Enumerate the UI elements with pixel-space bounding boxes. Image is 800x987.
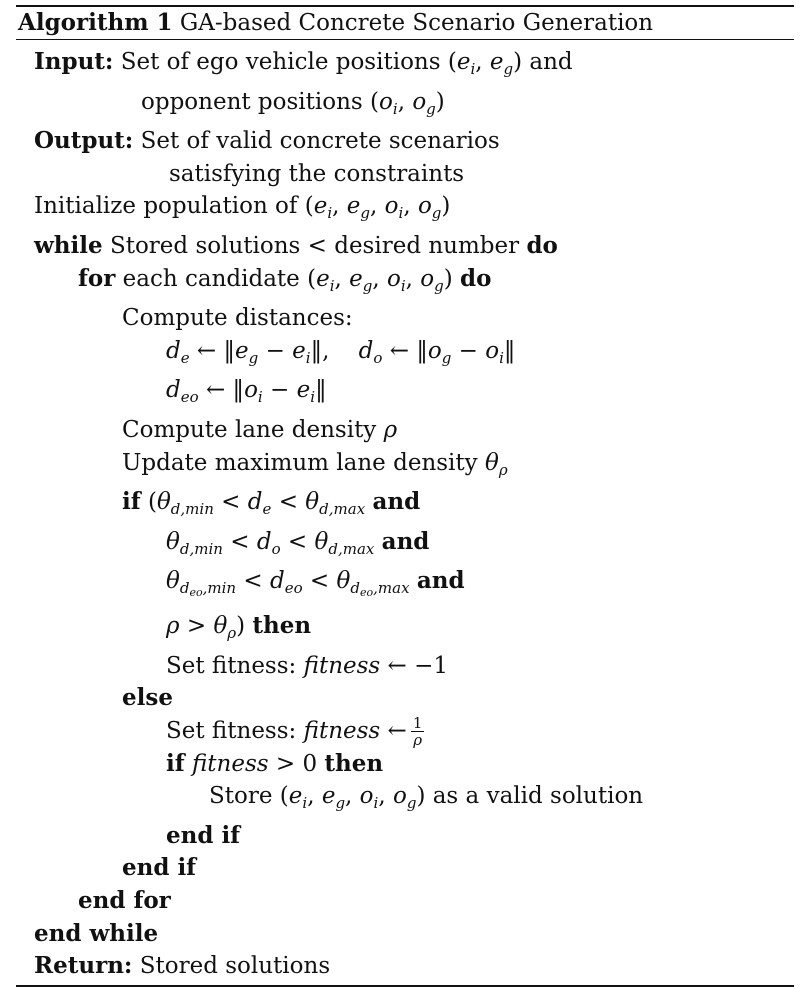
algorithm-line [16, 230, 794, 263]
algorithm-line [16, 918, 794, 951]
line-keyword: end if [122, 854, 197, 882]
line-text: Compute distances: [122, 305, 353, 332]
line-text: Compute lane density ρ [122, 416, 398, 443]
algorithm-line [16, 748, 794, 781]
fraction: $\frac{1}{\rho}$ [412, 713, 423, 749]
line-text: Stored solutions < desired number [109, 232, 520, 259]
algorithm-line [16, 780, 794, 820]
algorithm-line [16, 852, 794, 885]
algorithm-block [16, 0, 794, 987]
algorithm-line [16, 682, 794, 715]
line-text: $\theta_{d_{eo},min} < d_{eo} < \theta_{d_{eo},max}$ [166, 568, 410, 600]
line-keyword-end: then [252, 611, 312, 639]
line-keyword: Output: [34, 127, 134, 155]
algorithm-line [16, 715, 794, 748]
line-keyword: if [166, 749, 185, 777]
algorithm-line [16, 820, 794, 853]
algorithm-caption [16, 7, 794, 39]
line-text: $d_e$ ← $‖e_g$ − $e_i‖$, $d_o$ ← $‖o_g$ − $o_i‖$ [166, 337, 516, 367]
line-text: $\rho > \theta_\rho$) [166, 612, 246, 642]
algorithm-line [16, 610, 794, 650]
algorithm-line [16, 46, 794, 86]
line-text: Initialize population of ($e_i$, $e_g$, $o_i$, $o_g$) [34, 193, 451, 223]
line-keyword: end for [78, 887, 171, 915]
line-text: ($\theta_{d,min} < d_e < \theta_{d,max}$ [147, 489, 366, 519]
line-text: each candidate ($e_i$, $e_g$, $o_i$, $o_g$) [122, 265, 453, 295]
algorithm-line [16, 125, 794, 158]
algorithm-line [16, 263, 794, 303]
line-keyword: end while [34, 919, 159, 947]
algorithm-line [16, 950, 794, 983]
algorithm-line [16, 158, 794, 191]
algorithm-line [16, 335, 794, 375]
line-keyword-end: do [526, 231, 558, 259]
line-keyword-end: and [381, 527, 430, 555]
line-text: $\theta_{d,min} < d_o < \theta_{d,max}$ [166, 528, 375, 558]
algorithm-line [16, 374, 794, 414]
line-text: Stored solutions [139, 953, 331, 980]
line-text: Set fitness: fitness ← $\frac{1}{\rho}$ [166, 713, 423, 749]
line-keyword-end: then [324, 749, 384, 777]
line-keyword-end: do [460, 264, 492, 292]
algorithm-line [16, 565, 794, 610]
algorithm-line [16, 86, 794, 126]
line-keyword: for [78, 264, 116, 292]
line-text: Store ($e_i$, $e_g$, $o_i$, $o_g$) as a valid solution [209, 783, 644, 813]
algorithm-line [16, 885, 794, 918]
algorithm-line [16, 650, 794, 683]
algorithm-line [16, 526, 794, 566]
algorithm-line [16, 302, 794, 335]
line-text: fitness > 0 [191, 750, 318, 777]
line-keyword-end: and [372, 488, 421, 516]
line-keyword: if [122, 488, 141, 516]
line-text: Set of valid concrete scenarios [140, 128, 500, 155]
algorithm-line [16, 190, 794, 230]
line-keyword: Return: [34, 952, 133, 980]
line-text: satisfying the constraints [169, 160, 465, 187]
algorithm-label: Algorithm 1 [18, 9, 173, 36]
line-text: Update maximum lane density $\theta_\rho$ [122, 449, 508, 479]
line-text: $d_{eo}$ ← $‖o_i$ − $e_i‖$ [166, 377, 327, 407]
line-keyword: end if [166, 821, 241, 849]
algorithm-title: GA-based Concrete Scenario Generation [179, 10, 654, 36]
line-keyword: while [34, 231, 103, 259]
algorithm-line [16, 414, 794, 447]
algorithm-line [16, 486, 794, 526]
line-keyword: else [122, 684, 173, 712]
line-keyword-end: and [416, 567, 465, 595]
line-text: Set fitness: fitness ← −1 [166, 652, 449, 679]
algorithm-line [16, 447, 794, 487]
line-text: Set of ego vehicle positions ($e_i$, $e_g$) and [120, 49, 573, 78]
algorithm-body [16, 40, 794, 983]
line-text: opponent positions ($o_i$, $o_g$) [141, 88, 445, 118]
line-keyword: Input: [34, 48, 114, 75]
